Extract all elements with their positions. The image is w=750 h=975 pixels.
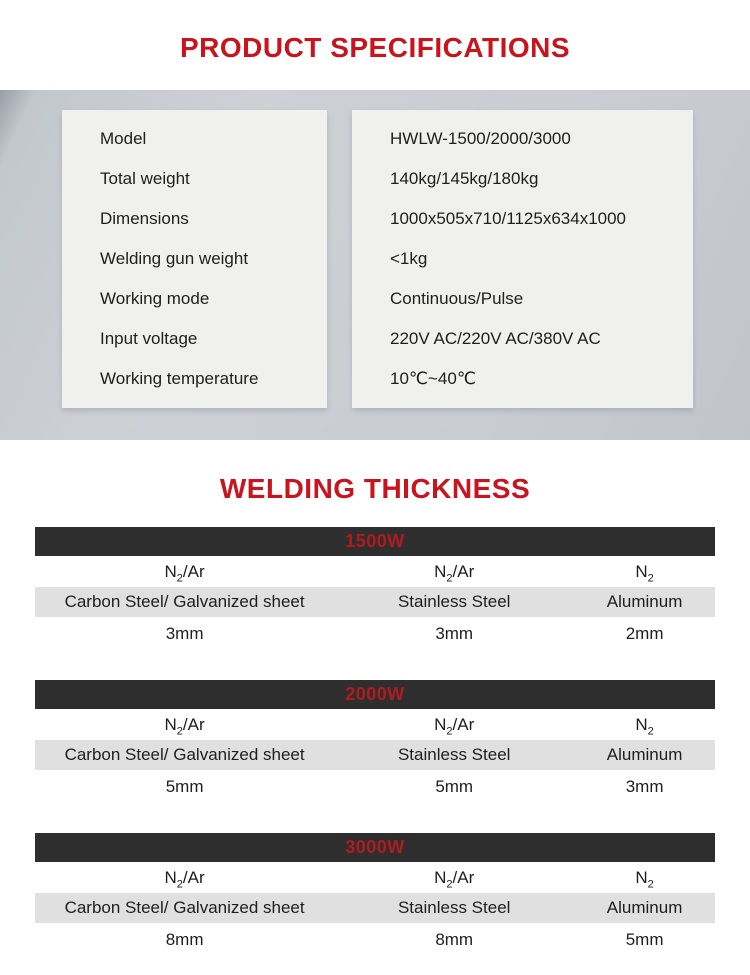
spec-value-welding-gun-weight: <1kg xyxy=(390,249,428,268)
thickness-row xyxy=(35,770,715,803)
material-cell: Carbon Steel/ Galvanized sheet xyxy=(64,592,305,611)
gas-cell: $N_2/Ar$ xyxy=(164,715,205,738)
spec-value-working-temperature: 10℃~40℃ xyxy=(390,369,476,388)
spec-label-welding-gun-weight: Welding gun weight xyxy=(100,249,249,268)
thickness-cell: 3mm xyxy=(165,624,204,643)
material-cell: Aluminum xyxy=(606,592,683,611)
gas-cell: $N_2$ xyxy=(635,868,654,891)
thickness-cell: 5mm xyxy=(165,777,204,796)
thickness-row xyxy=(35,923,715,956)
spec-value-working-mode: Continuous/Pulse xyxy=(390,289,524,308)
spec-values-panel xyxy=(352,110,693,408)
thickness-table-1500w xyxy=(35,527,715,650)
power-label: 2000W xyxy=(345,684,405,704)
thickness-cell: 2mm xyxy=(625,624,664,643)
thickness-cell: 8mm xyxy=(165,930,204,949)
thickness-cell: 5mm xyxy=(435,777,474,796)
welding-thickness-title: WELDING THICKNESS xyxy=(219,473,531,504)
gas-cell: $N_2/Ar$ xyxy=(434,868,475,891)
gas-row xyxy=(35,862,715,893)
specifications-band xyxy=(0,90,750,440)
power-label: 3000W xyxy=(345,837,405,857)
spec-label-input-voltage: Input voltage xyxy=(100,329,198,348)
thickness-table-3000w xyxy=(35,833,715,956)
material-cell: Aluminum xyxy=(606,898,683,917)
spec-label-model: Model xyxy=(100,129,147,148)
gas-cell: $N_2/Ar$ xyxy=(164,868,205,891)
material-cell: Carbon Steel/ Galvanized sheet xyxy=(64,745,305,764)
material-row xyxy=(35,893,715,923)
thickness-cell: 8mm xyxy=(435,930,474,949)
material-row xyxy=(35,740,715,770)
spec-value-model: HWLW-1500/2000/3000 xyxy=(390,129,571,148)
thickness-cell: 5mm xyxy=(625,930,664,949)
gas-cell: $N_2/Ar$ xyxy=(434,562,475,585)
power-header-3000w xyxy=(35,833,715,862)
spec-value-dimensions: 1000x505x710/1125x634x1000 xyxy=(390,209,627,228)
material-cell: Carbon Steel/ Galvanized sheet xyxy=(64,898,305,917)
gas-cell: $N_2$ xyxy=(635,562,654,585)
power-header-1500w xyxy=(35,527,715,556)
material-row xyxy=(35,587,715,617)
power-label: 1500W xyxy=(345,531,405,551)
spec-label-total-weight: Total weight xyxy=(100,169,190,188)
gas-cell: $N_2/Ar$ xyxy=(434,715,475,738)
material-cell: Stainless Steel xyxy=(397,898,511,917)
spec-labels-panel xyxy=(62,110,327,408)
power-header-2000w xyxy=(35,680,715,709)
material-cell: Aluminum xyxy=(606,745,683,764)
gas-cell: $N_2/Ar$ xyxy=(164,562,205,585)
thickness-cell: 3mm xyxy=(625,777,664,796)
thickness-row xyxy=(35,617,715,650)
thickness-cell: 3mm xyxy=(435,624,474,643)
gas-cell: $N_2$ xyxy=(635,715,654,738)
gas-row xyxy=(35,556,715,587)
spec-label-working-mode: Working mode xyxy=(100,289,210,308)
spec-label-dimensions: Dimensions xyxy=(100,209,189,228)
spec-value-input-voltage: 220V AC/220V AC/380V AC xyxy=(390,329,601,348)
product-specifications-title: PRODUCT SPECIFICATIONS xyxy=(179,32,571,63)
spec-value-total-weight: 140kg/145kg/180kg xyxy=(390,169,539,188)
spec-label-working-temperature: Working temperature xyxy=(100,369,259,388)
material-cell: Stainless Steel xyxy=(397,592,511,611)
gas-row xyxy=(35,709,715,740)
material-cell: Stainless Steel xyxy=(397,745,511,764)
thickness-table-2000w xyxy=(35,680,715,803)
